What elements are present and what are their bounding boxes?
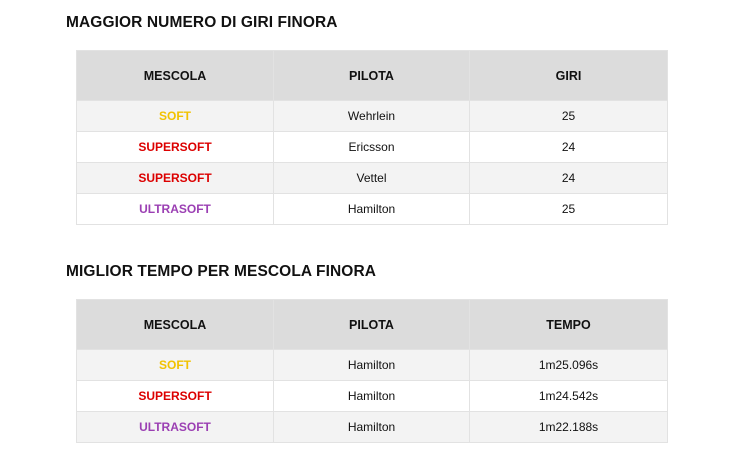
table-row bbox=[77, 350, 668, 381]
column-header-driver: PILOTA bbox=[274, 51, 470, 101]
time-cell: 1m22.188s bbox=[470, 412, 668, 443]
most-laps-table bbox=[76, 50, 668, 225]
table-row bbox=[77, 101, 668, 132]
driver-cell: Vettel bbox=[274, 163, 470, 194]
column-header-time: TEMPO bbox=[470, 300, 668, 350]
compound-cell: SUPERSOFT bbox=[77, 163, 274, 194]
column-header-compound: MESCOLA bbox=[77, 300, 274, 350]
laps-cell: 24 bbox=[470, 163, 668, 194]
table-row bbox=[77, 132, 668, 163]
table-row bbox=[77, 163, 668, 194]
driver-cell: Hamilton bbox=[274, 381, 470, 412]
best-time-table bbox=[76, 299, 668, 443]
table-row bbox=[77, 194, 668, 225]
compound-cell: SUPERSOFT bbox=[77, 132, 274, 163]
table-header-row bbox=[77, 300, 668, 350]
section-title-most-laps: MAGGIOR NUMERO DI GIRI FINORA bbox=[66, 14, 338, 31]
compound-cell: ULTRASOFT bbox=[77, 194, 274, 225]
column-header-driver: PILOTA bbox=[274, 300, 470, 350]
driver-cell: Hamilton bbox=[274, 350, 470, 381]
compound-cell: SUPERSOFT bbox=[77, 381, 274, 412]
compound-cell: ULTRASOFT bbox=[77, 412, 274, 443]
driver-cell: Hamilton bbox=[274, 194, 470, 225]
compound-cell: SOFT bbox=[77, 350, 274, 381]
laps-cell: 24 bbox=[470, 132, 668, 163]
driver-cell: Ericsson bbox=[274, 132, 470, 163]
laps-cell: 25 bbox=[470, 101, 668, 132]
column-header-compound: MESCOLA bbox=[77, 51, 274, 101]
table-row bbox=[77, 412, 668, 443]
compound-cell: SOFT bbox=[77, 101, 274, 132]
section-title-best-time: MIGLIOR TEMPO PER MESCOLA FINORA bbox=[66, 263, 377, 280]
time-cell: 1m24.542s bbox=[470, 381, 668, 412]
driver-cell: Wehrlein bbox=[274, 101, 470, 132]
column-header-laps: GIRI bbox=[470, 51, 668, 101]
time-cell: 1m25.096s bbox=[470, 350, 668, 381]
driver-cell: Hamilton bbox=[274, 412, 470, 443]
table-row bbox=[77, 381, 668, 412]
table-header-row bbox=[77, 51, 668, 101]
laps-cell: 25 bbox=[470, 194, 668, 225]
